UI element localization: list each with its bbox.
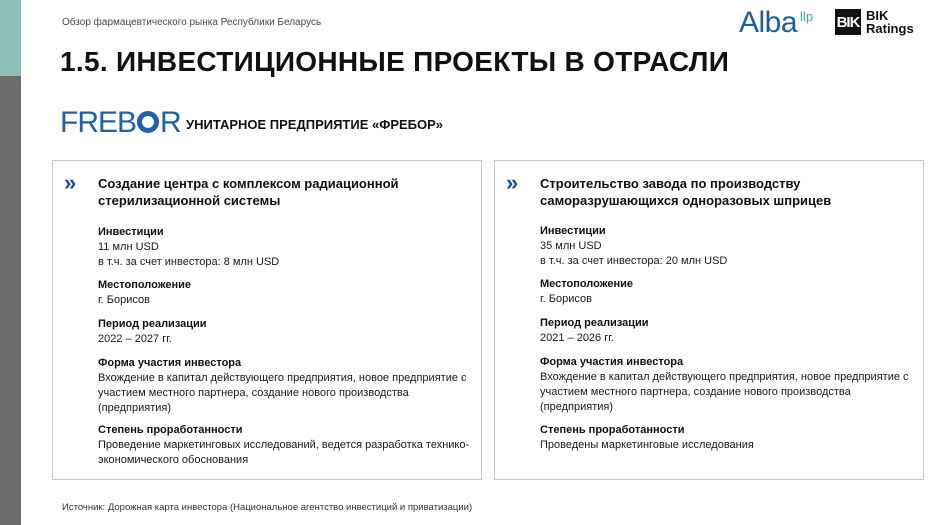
sidebar-accent-top: [0, 0, 21, 76]
field-value: в т.ч. за счет инвестора: 20 млн USD: [540, 255, 728, 267]
project-title: Строительство завода по производству саморазрушающихся одноразовых шприцев: [540, 176, 832, 208]
field-location: [540, 277, 915, 307]
field-investor-form: [540, 355, 915, 415]
field-label: Период реализации: [98, 318, 207, 330]
source-note: Источник: Дорожная карта инвестора (Национальное агентство инвестиций и приватизации): [62, 502, 473, 513]
frebor-logo-ring: [137, 111, 159, 133]
project-title: Создание центра с комплексом радиационной стерилизационной системы: [98, 176, 399, 208]
bik-logo-text: [866, 9, 914, 35]
bik-logo-line1: BIK: [866, 8, 889, 23]
field-label: Местоположение: [540, 278, 634, 290]
field-investments: [98, 225, 473, 270]
field-readiness: [540, 423, 915, 453]
field-value: г. Борисов: [540, 293, 592, 305]
company-name: УНИТАРНОЕ ПРЕДПРИЯТИЕ «ФРЕБОР»: [186, 117, 444, 132]
project-card-2: [494, 160, 924, 480]
field-investments: [540, 224, 915, 269]
report-subtitle: Обзор фармацевтического рынка Республики Беларусь: [62, 17, 322, 28]
field-label: Период реализации: [540, 317, 649, 329]
field-value: 2021 – 2026 гг.: [540, 332, 614, 344]
field-label: Форма участия инвестора: [98, 357, 242, 369]
field-label: Форма участия инвестора: [540, 356, 684, 368]
frebor-logo-right: R: [160, 106, 181, 139]
sidebar-accent-bottom: [0, 76, 21, 525]
field-period: [540, 316, 915, 346]
project-card-1: [52, 160, 482, 480]
field-value: Проведены маркетинговые исследования: [540, 439, 754, 451]
field-period: [98, 317, 473, 347]
frebor-logo: [60, 107, 181, 139]
field-location: [98, 278, 473, 308]
bik-logo-line2: Ratings: [866, 21, 914, 36]
field-readiness: [98, 423, 473, 468]
field-label: Степень проработанности: [540, 424, 685, 436]
chevron-right-icon: »: [64, 170, 77, 195]
field-value: в т.ч. за счет инвестора: 8 млн USD: [98, 256, 280, 268]
alba-logo-suffix: llp: [800, 9, 814, 24]
page-title: 1.5. ИНВЕСТИЦИОННЫЕ ПРОЕКТЫ В ОТРАСЛИ: [60, 46, 730, 77]
field-value: Вхождение в капитал действующего предприятия, новое предприятие с участием местного партнера, создание нового производства (предприятия): [540, 371, 909, 413]
field-label: Инвестиции: [540, 225, 606, 237]
field-value: 35 млн USD: [540, 240, 602, 252]
field-label: Степень проработанности: [98, 424, 243, 436]
frebor-logo-left: FREB: [60, 106, 137, 139]
field-investor-form: [98, 356, 473, 416]
field-label: Инвестиции: [98, 226, 164, 238]
bik-logo-mark: BIK: [835, 9, 861, 35]
bik-ratings-logo: [835, 9, 914, 35]
field-value: 2022 – 2027 гг.: [98, 333, 172, 345]
field-value: г. Борисов: [98, 294, 150, 306]
alba-logo-word: Alba: [739, 6, 798, 39]
field-value: Проведение маркетинговых исследований, ведется разработка технико-экономического обоснования: [98, 439, 470, 466]
field-value: Вхождение в капитал действующего предприятия, новое предприятие с участием местного партнера, создание нового производства (предприятия): [98, 372, 467, 414]
alba-logo: [739, 5, 813, 41]
field-value: 11 млн USD: [98, 241, 159, 253]
field-label: Местоположение: [98, 279, 192, 291]
chevron-right-icon: »: [506, 170, 519, 195]
